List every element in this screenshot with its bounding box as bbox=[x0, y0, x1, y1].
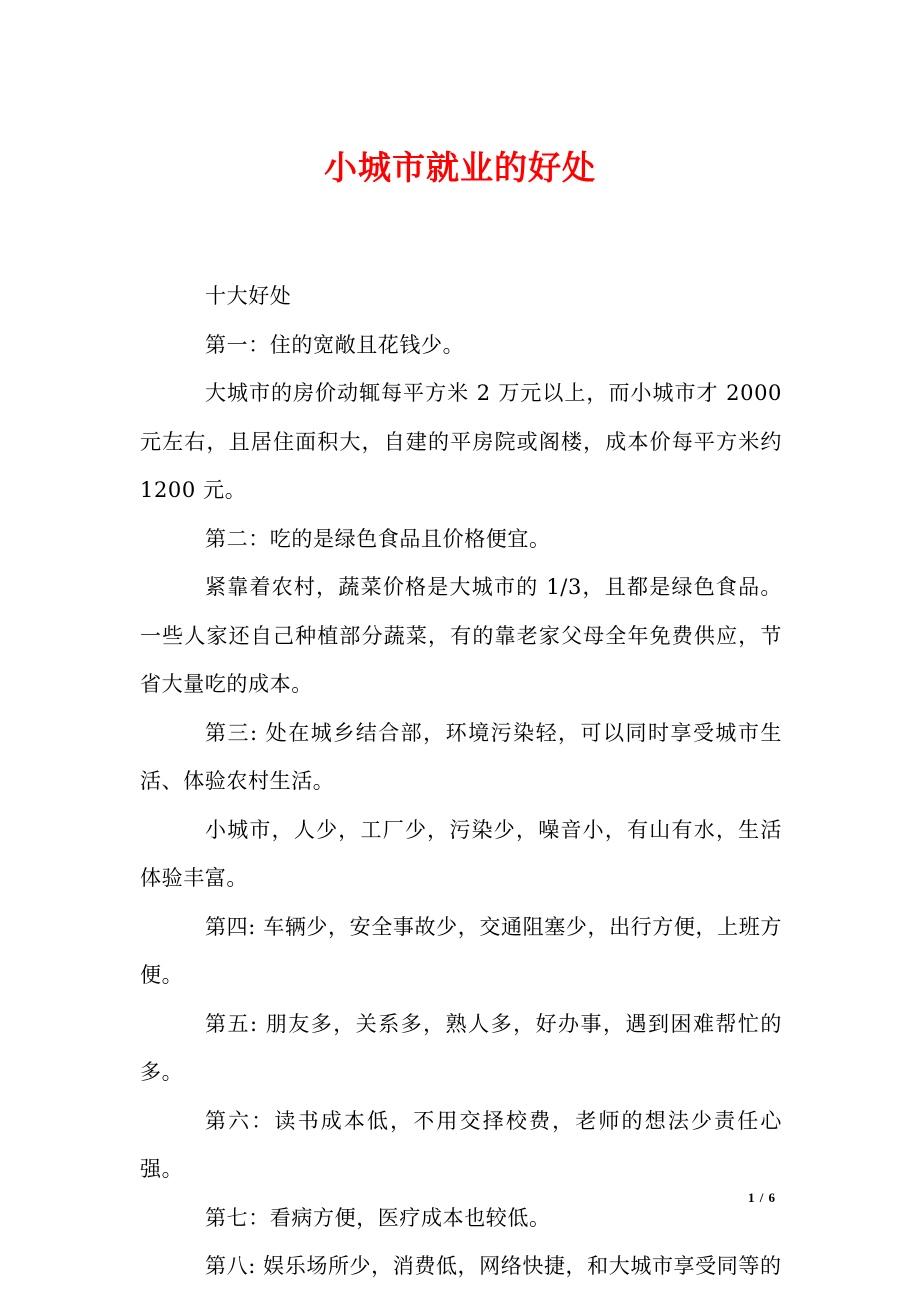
paragraph: 第四: 车辆少，安全事故少，交通阻塞少，出行方便，上班方便。 bbox=[140, 914, 782, 987]
paragraph: 第八: 娱乐场所少，消费低，网络快捷，和大城市享受同等的 bbox=[205, 1254, 782, 1278]
paragraph: 第七：看病方便，医疗成本也较低。 bbox=[205, 1205, 551, 1230]
document-title: 小城市就业的好处 bbox=[324, 148, 596, 187]
paragraph: 小城市，人少，工厂少，污染少，噪音小，有山有水，生活体验丰富。 bbox=[140, 817, 782, 890]
paragraph: 第三: 处在城乡结合部，环境污染轻，可以同时享受城市生活、体验农村生活。 bbox=[140, 720, 782, 793]
paragraph: 大城市的房价动辄每平方米 2 万元以上，而小城市才 2000 元左右，且居住面积大，自建的平房院或阁楼，成本价每平方米约 1200 元。 bbox=[140, 381, 782, 502]
paragraph: 紧靠着农村，蔬菜价格是大城市的 1/3，且都是绿色食品。一些人家还自己种植部分蔬菜，有的靠老家父母全年免费供应，节省大量吃的成本。 bbox=[140, 575, 782, 696]
paragraph: 第五: 朋友多，关系多，熟人多，好办事，遇到困难帮忙的多。 bbox=[140, 1011, 782, 1084]
paragraph: 第二：吃的是绿色食品且价格便宜。 bbox=[205, 526, 551, 551]
page-number: 1 / 6 bbox=[747, 1190, 777, 1205]
paragraph: 第六：读书成本低，不用交择校费，老师的想法少责任心强。 bbox=[140, 1108, 782, 1181]
paragraph: 十大好处 bbox=[205, 284, 292, 308]
paragraph: 第一：住的宽敞且花钱少。 bbox=[205, 332, 465, 357]
document-body bbox=[140, 272, 782, 1291]
